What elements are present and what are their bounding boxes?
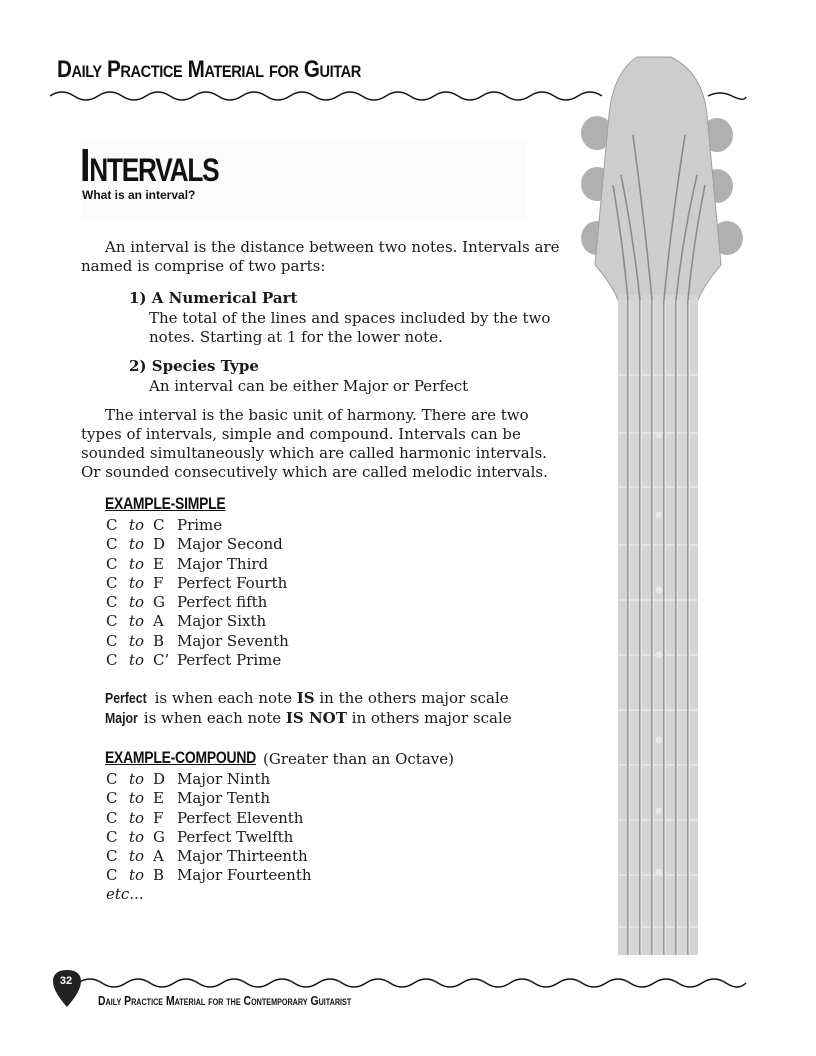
major-definition: Major is when each note IS NOT in others major scale <box>105 709 512 727</box>
perfect-definition: Perfect is when each note IS in the others major scale <box>105 689 509 707</box>
list-item-species <box>129 357 569 396</box>
list-item-text: An interval can be either Major or Perfect <box>149 376 469 395</box>
intro-text: An interval is the distance between two notes. Intervals are named is comprise of two parts: <box>81 238 560 275</box>
page-subtitle: What is an interval? <box>82 188 196 202</box>
page-number: 32 <box>59 975 73 987</box>
etc-text: etc... <box>106 885 144 903</box>
list-item-heading: 2) Species Type <box>129 357 259 375</box>
header-title: Daily Practice Material for Guitar <box>57 56 361 83</box>
definition-keyword: Major <box>105 710 138 727</box>
definition-keyword: Perfect <box>105 690 147 707</box>
guitar-neck-illustration <box>575 55 745 960</box>
example-compound-note: (Greater than an Octave) <box>263 750 454 768</box>
footer-title: Daily Practice Material for the Contemporary Guitarist <box>98 993 352 1008</box>
harmony-text: The interval is the basic unit of harmony. There are two types of intervals, simple and compound. Intervals can be sounded simultaneously which are called harmonic intervals. Or sounded consecutively which are called melodic intervals. <box>81 406 548 481</box>
list-item-text: The total of the lines and spaces included by the two notes. Starting at 1 for the lower note. <box>149 308 551 346</box>
example-compound-heading: EXAMPLE-COMPOUND <box>105 748 256 767</box>
list-item-numerical <box>129 289 569 348</box>
page-title: Intervals <box>80 139 219 191</box>
list-item-heading: 1) A Numerical Part <box>129 289 298 307</box>
example-simple-heading: EXAMPLE-SIMPLE <box>105 494 226 513</box>
harmony-paragraph <box>81 406 571 482</box>
intro-paragraph <box>81 238 571 276</box>
